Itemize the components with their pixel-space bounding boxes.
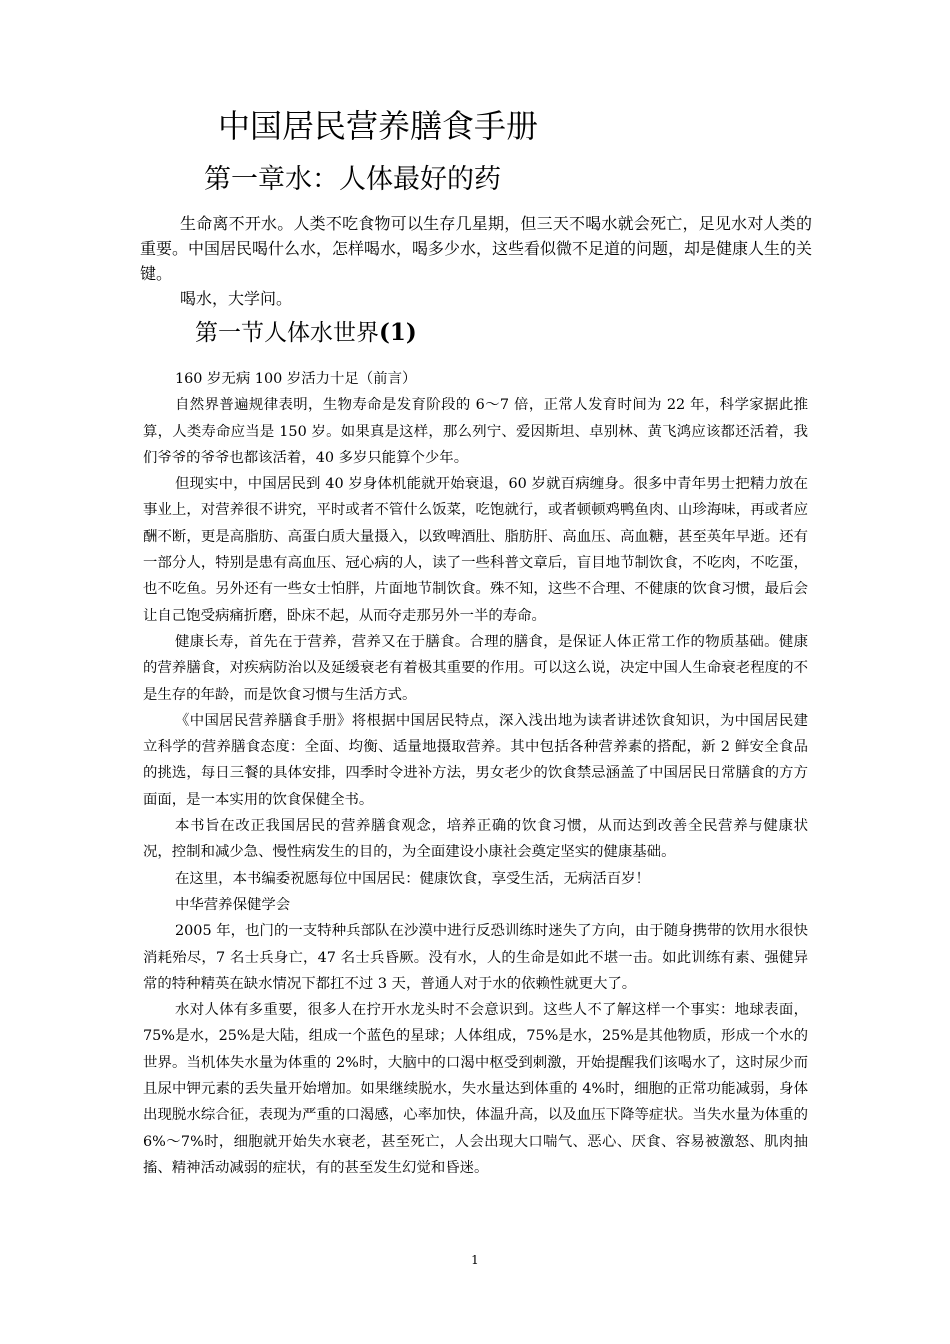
section-title-text: 第一节人体水世界: [195, 320, 379, 346]
body-paragraph: 2005 年，也门的一支特种兵部队在沙漠中进行反恐训练时迷失了方向，由于随身携带的饮用水很快消耗殆尽，7 名士兵身亡，47 名士兵昏厥。没有水，人的生命是如此不堪一击。如此训练有素、强健异常的特种精英在缺水情况下都扛不过 3 天，普通人对于水的依赖性就更大了。: [143, 923, 808, 992]
section-title-number: (1): [379, 319, 417, 346]
body-paragraph: 本书旨在改正我国居民的营养膳食观念，培养正确的饮食习惯，从而达到改善全民营养与健康状况，控制和减少急、慢性病发生的目的，为全面建设小康社会奠定坚实的健康基础。: [143, 818, 808, 861]
body-paragraph: 健康长寿，首先在于营养，营养又在于膳食。合理的膳食，是保证人体正常工作的物质基础。健康的营养膳食，对疾病防治以及延缓衰老有着极其重要的作用。可以这么说，决定中国人生命衰老程度的不是生存的年龄，而是饮食习惯与生活方式。: [143, 633, 808, 703]
intro-paragraph: 生命离不开水。人类不吃食物可以生存几星期，但三天不喝水就会死亡，足见水对人类的重要。中国居民喝什么水，怎样喝水，喝多少水，这些看似微不足道的问题，却是健康人生的关键。: [140, 214, 813, 283]
preface-heading: 160 岁无病 100 岁活力十足（前言）: [175, 371, 417, 387]
intro-paragraph: 喝水，大学问。: [180, 289, 293, 308]
body-paragraph: 自然界普遍规律表明，生物寿命是发育阶段的 6～7 倍，正常人发育时间为 22 年，科学家据此推算，人类寿命应当是 150 岁。如果真是这样，那么列宁、爱因斯坦、卓别林、黄飞鸿应该都还活着，我们爷爷的爷爷也都该活着，40 多岁只能算个少年。: [143, 397, 808, 466]
body-paragraph: 在这里，本书编委祝愿每位中国居民：健康饮食，享受生活，无病活百岁！: [175, 870, 650, 887]
body-paragraph: 水对人体有多重要，很多人在拧开水龙头时不会意识到。这些人不了解这样一个事实：地球表面，75%是水，25%是大陆，组成一个蓝色的星球；人体组成，75%是水，25%是其他物质，形成一个水的世界。当机体失水量为体重的 2%时，大脑中的口渴中枢受到刺激，开始提醒我们该喝水了，这时尿少而且尿中钾元素的丢失量开始增加。如果继续脱水，失水量达到体重的 4%时，细胞的正常功能减弱，身体出现脱水综合征，表现为严重的口渴感，心率加快，体温升高，以及血压下降等症状。当失水量为体重的 6%～7%时，细胞就开始失水衰老，甚至死亡，人会出现大口喘气、恶心、厌食、容易被激怒、肌肉抽搐、精神活动减弱的症状，有的甚至发生幻觉和昏迷。: [143, 1002, 808, 1176]
page-number: 1: [471, 1253, 479, 1267]
chapter-intro: [140, 211, 812, 311]
body-paragraph: 但现实中，中国居民到 40 岁身体机能就开始衰退，60 岁就百病缠身。很多中青年男士把精力放在事业上，对营养很不讲究，平时或者不管什么饭菜，吃饱就行，或者顿顿鸡鸭鱼肉、山珍海味，再或者应酬不断，更是高脂肪、高蛋白质大量摄入，以致啤酒肚、脂肪肝、高血压、高血糖，甚至英年早逝。还有一部分人，特别是患有高血压、冠心病的人，读了一些科普文章后，盲目地节制饮食，不吃肉，不吃蛋，也不吃鱼。另外还有一些女士怕胖，片面地节制饮食。殊不知，这些不合理、不健康的饮食习惯，最后会让自己饱受病痛折磨，卧床不起，从而夺走那另外一半的寿命。: [143, 476, 808, 624]
chapter-title: 第一章水：人体最好的药: [204, 164, 501, 195]
body-text: [143, 366, 808, 1181]
section-title: [195, 314, 417, 352]
preface-signature: 中华营养保健学会: [175, 896, 291, 913]
body-paragraph: 《中国居民营养膳食手册》将根据中国居民特点，深入浅出地为读者讲述饮食知识，为中国居民建立科学的营养膳食态度：全面、均衡、适量地摄取营养。其中包括各种营养素的搭配，新 2 鲜安全食品的挑选，每日三餐的具体安排，四季时令进补方法，男女老少的饮食禁忌涵盖了中国居民日常膳食的方方面面，是一本实用的饮食保健全书。: [143, 712, 808, 808]
document-title: 中国居民营养膳食手册: [218, 107, 539, 145]
